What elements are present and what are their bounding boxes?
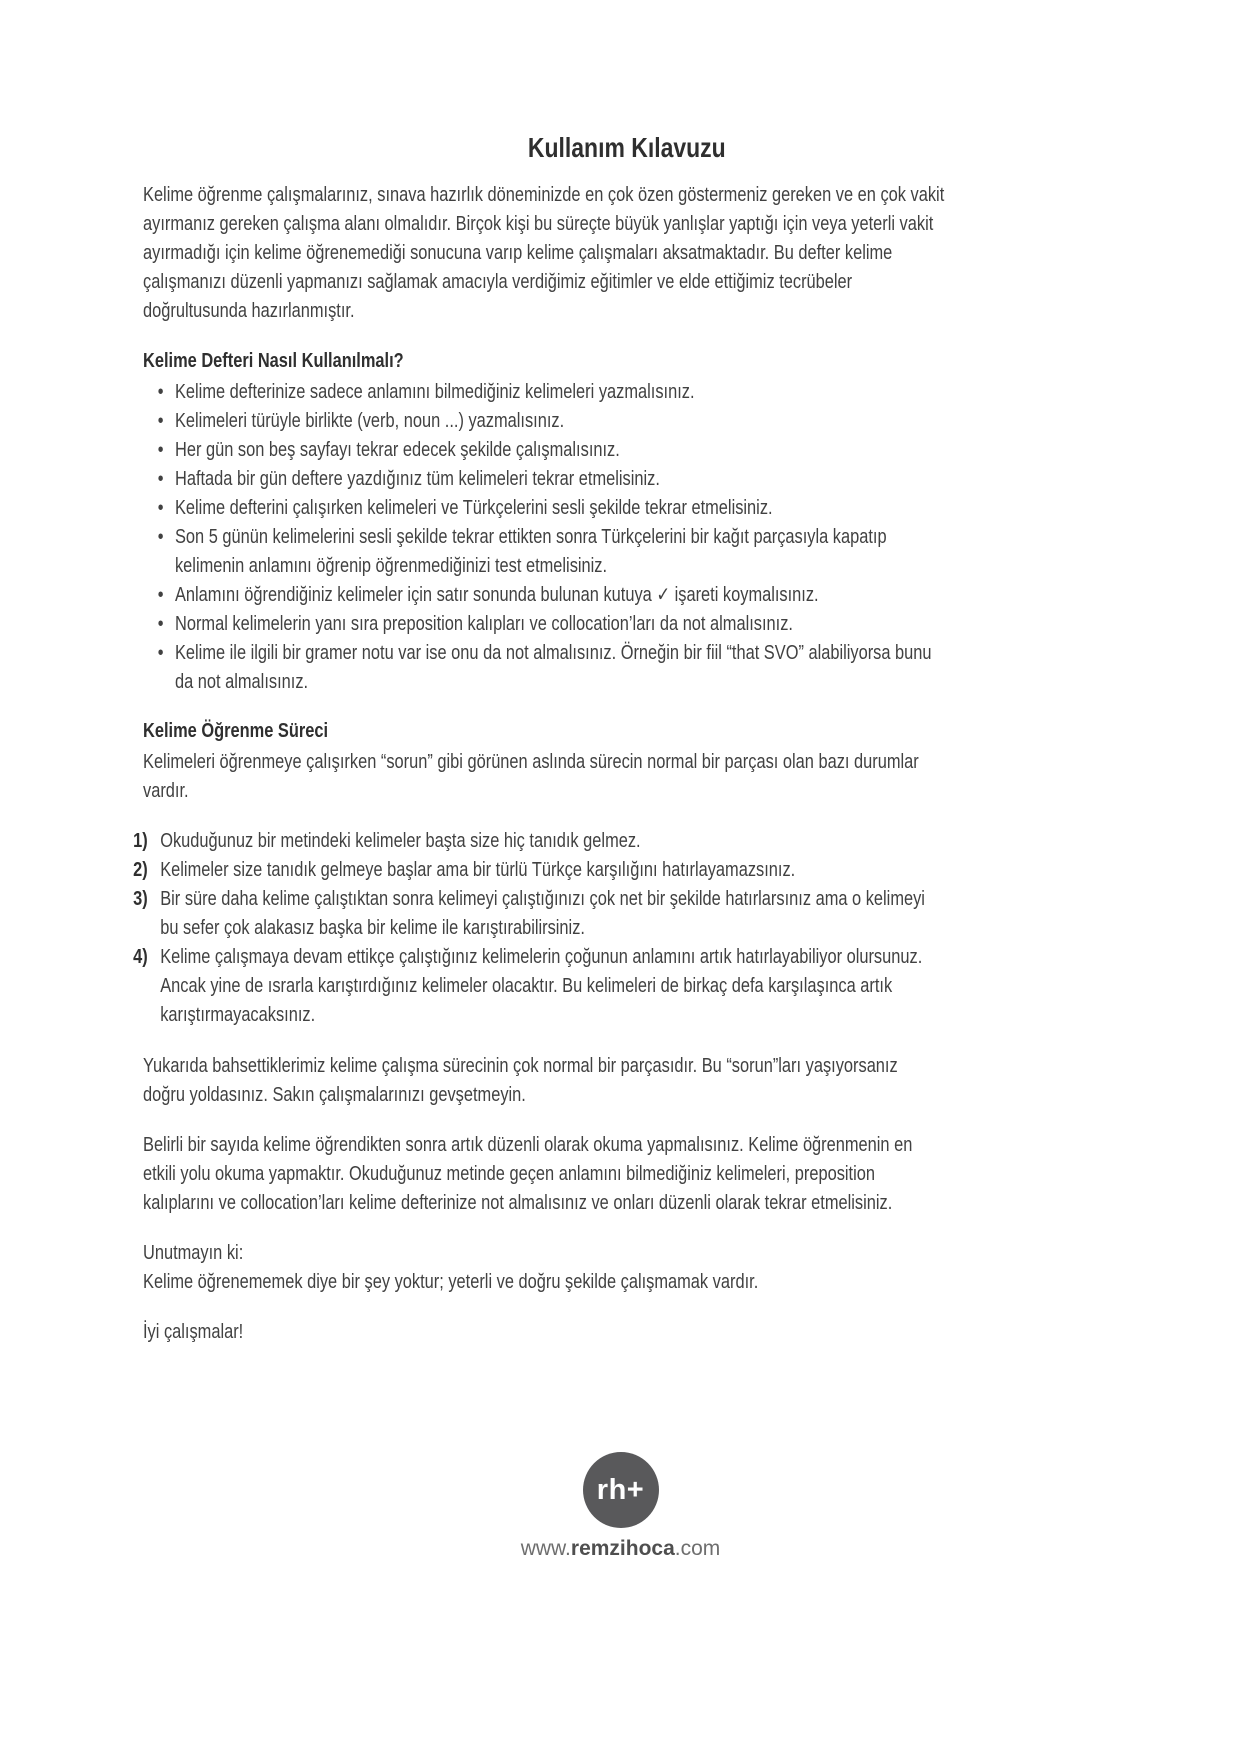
- numbered-item: [133, 943, 1111, 1030]
- paragraph: [143, 748, 1111, 806]
- bullet-item: [143, 494, 1111, 523]
- text-line: kelimenin anlamını öğrenip öğrenmediğinizi test etmelisiniz.: [174, 555, 608, 577]
- text-line: Kelime ile ilgili bir gramer notu var ise onu da not almalısınız. Örneğin bir fiil “that SVO” alabiliyorsa bunu: [174, 642, 932, 664]
- bullet-item: [143, 523, 1111, 581]
- text-line: Kelimeleri türüyle birlikte (verb, noun ...) yazmalısınız.: [174, 410, 565, 432]
- bullet-list: [143, 378, 1111, 697]
- numbered-item: [133, 827, 1111, 856]
- bullet-icon: •: [157, 584, 164, 606]
- bullet-item: [143, 610, 1111, 639]
- document-content: [133, 131, 1111, 1368]
- text-line: karıştırmayacaksınız.: [160, 1004, 316, 1026]
- text-line: çalışmanızı düzenli yapmanızı sağlamak amacıyla verdiğimiz eğitimler ve elde ettiğimiz tecrübeler: [143, 271, 853, 293]
- list-number: 1): [133, 830, 148, 852]
- list-number: 2): [133, 859, 148, 881]
- text-line: Kelimeleri öğrenmeye çalışırken “sorun” gibi görünen aslında sürecin normal bir parçası olan bazı durumlar: [143, 751, 919, 773]
- text-line: vardır.: [143, 780, 189, 802]
- bullet-item: [143, 639, 1111, 697]
- bullet-item: [143, 407, 1111, 436]
- remzihoca-logo: [583, 1452, 659, 1528]
- url-suffix: .com: [674, 1537, 721, 1560]
- text-line: da not almalısınız.: [174, 671, 309, 693]
- bullet-item: [143, 581, 1111, 610]
- text-line: Kelimeler size tanıdık gelmeye başlar ama bir türlü Türkçe karşılığını hatırlayamazsınız.: [160, 859, 796, 881]
- text-line: kalıplarını ve collocation’ları kelime defterinize not almalısınız ve onları düzenli olarak tekrar etmelisiniz.: [143, 1192, 893, 1214]
- text-line: ayırmanız gereken çalışma alanı olmalıdır. Birçok kişi bu süreçte büyük yanlışlar yaptığı için veya yeterli vakit: [143, 213, 934, 235]
- text-line: Okuduğunuz bir metindeki kelimeler başta size hiç tanıdık gelmez.: [160, 830, 641, 852]
- bullet-icon: •: [157, 613, 164, 635]
- text-line: Kelime öğrenme çalışmalarınız, sınava hazırlık döneminizde en çok özen göstermeniz gereken ve en çok vakit: [143, 184, 945, 206]
- text-line: Yukarıda bahsettiklerimiz kelime çalışma sürecinin çok normal bir parçasıdır. Bu “sorun”ları yaşıyorsanız: [143, 1055, 898, 1077]
- text-line: Anlamını öğrendiğiniz kelimeler için satır sonunda bulunan kutuya ✓ işareti koymalısınız.: [174, 584, 819, 606]
- numbered-item: [133, 885, 1111, 943]
- bullet-icon: •: [157, 381, 164, 403]
- text-line: etkili yolu okuma yapmaktır. Okuduğunuz metinde geçen anlamını bilmediğiniz kelimeleri, preposition: [143, 1163, 876, 1185]
- text-line: Unutmayın ki:: [143, 1242, 244, 1264]
- list-number: 4): [133, 946, 148, 968]
- text-line: Normal kelimelerin yanı sıra preposition kalıpları ve collocation’ları da not almalısınız.: [174, 613, 793, 635]
- logo-text: rh+: [596, 1473, 645, 1506]
- bullet-icon: •: [157, 497, 164, 519]
- section-heading: Kelime Defteri Nasıl Kullanılmalı?: [143, 350, 404, 372]
- bullet-icon: •: [157, 526, 164, 548]
- bullet-item: [143, 465, 1111, 494]
- section-heading: Kelime Öğrenme Süreci: [143, 720, 329, 742]
- text-line: Kelime öğrenememek diye bir şey yoktur; yeterli ve doğru şekilde çalışmamak vardır.: [143, 1271, 759, 1293]
- text-line: Kelime defterini çalışırken kelimeleri ve Türkçelerini sesli şekilde tekrar etmelisiniz.: [174, 497, 773, 519]
- list-number: 3): [133, 888, 148, 910]
- bullet-icon: •: [157, 642, 164, 664]
- numbered-list: [133, 827, 1111, 1030]
- url-prefix: www.: [520, 1537, 571, 1560]
- paragraph: [143, 1131, 1111, 1218]
- site-url: [0, 1535, 1241, 1563]
- text-line: Ancak yine de ısrarla karıştırdığınız kelimeler olacaktır. Bu kelimeleri de birkaç defa karşılaşınca artık: [160, 975, 893, 997]
- bullet-item: [143, 436, 1111, 465]
- bullet-item: [143, 378, 1111, 407]
- text-line: bu sefer çok alakasız başka bir kelime ile karıştırabilirsiniz.: [160, 917, 585, 939]
- numbered-item: [133, 856, 1111, 885]
- paragraph: [143, 1239, 1111, 1297]
- text-line: Son 5 günün kelimelerini sesli şekilde tekrar ettikten sonra Türkçelerini bir kağıt parçasıyla kapatıp: [174, 526, 887, 548]
- bullet-icon: •: [157, 410, 164, 432]
- text-line: Kelime çalışmaya devam ettikçe çalıştığınız kelimelerin çoğunun anlamını artık hatırlayabiliyor olursunuz.: [160, 946, 923, 968]
- paragraph: [143, 181, 1111, 326]
- text-line: İyi çalışmalar!: [143, 1321, 244, 1343]
- document-title: Kullanım Kılavuzu: [527, 132, 726, 163]
- text-line: Kelime defterinize sadece anlamını bilmediğiniz kelimeleri yazmalısınız.: [174, 381, 695, 403]
- text-line: doğrultusunda hazırlanmıştır.: [143, 300, 355, 322]
- text-line: Haftada bir gün deftere yazdığınız tüm kelimeleri tekrar etmelisiniz.: [174, 468, 660, 490]
- text-line: ayırmadığı için kelime öğrenemediği sonucuna varıp kelime çalışmaları aksatmaktadır. Bu defter kelime: [143, 242, 893, 264]
- bullet-icon: •: [157, 468, 164, 490]
- text-line: Belirli bir sayıda kelime öğrendikten sonra artık düzenli olarak okuma yapmalısınız. Kelime öğrenmenin en: [143, 1134, 913, 1156]
- bullet-icon: •: [157, 439, 164, 461]
- text-line: doğru yoldasınız. Sakın çalışmalarınızı gevşetmeyin.: [143, 1084, 526, 1106]
- url-domain: remzihoca: [570, 1537, 675, 1560]
- text-line: Bir süre daha kelime çalıştıktan sonra kelimeyi çalıştığınızı çok net bir şekilde hatırlarsınız ama o kelimeyi: [160, 888, 925, 910]
- text-line: Her gün son beş sayfayı tekrar edecek şekilde çalışmalısınız.: [174, 439, 620, 461]
- paragraph: [143, 1318, 1111, 1347]
- paragraph: [143, 1052, 1111, 1110]
